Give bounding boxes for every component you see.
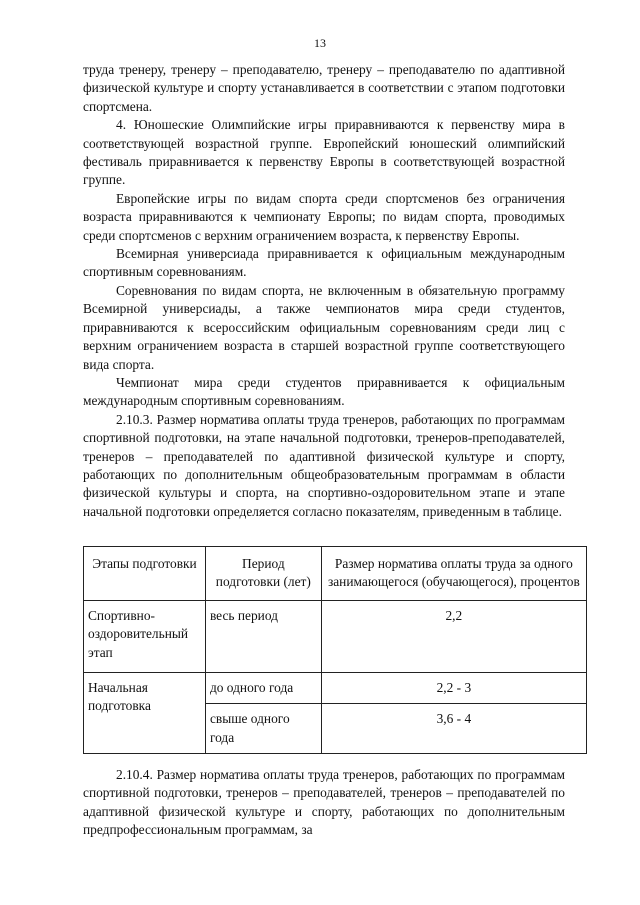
period-cell: весь период bbox=[205, 600, 321, 672]
paragraph: 4. Юношеские Олимпийские игры приравниваются к первенству мира в соответствующей возрастной группе. Европейский юношеский олимпийский фестиваль приравнивается к первенству Европы в соответствующей возрастной группе. bbox=[83, 117, 565, 188]
header-stage: Этапы подготовки bbox=[84, 547, 206, 601]
table-header-row bbox=[84, 547, 587, 601]
header-norm-size: Размер норматива оплаты труда за одного занимающегося (обучающегося), процентов bbox=[321, 547, 586, 601]
paragraph: Соревнования по видам спорта, не включенным в обязательную программу Всемирной универсиады, а также чемпионатов мира среди студентов, приравниваются к всероссийским официальным соревнованиям среди лиц с верхним ограничением возраста в старшей возрастной группе соответствующего вида спорта. bbox=[83, 282, 565, 372]
value-cell: 2,2 - 3 bbox=[321, 673, 586, 704]
paragraph: Чемпионат мира среди студентов приравнивается к официальным международным спортивным соревнованиям. bbox=[83, 374, 565, 409]
period-cell: до одного года bbox=[205, 673, 321, 704]
paragraph: 2.10.3. Размер норматива оплаты труда тренеров, работающих по программам спортивной подготовки, на этапе начальной подготовки, тренеров-преподавателей, тренеров – преподавателей по адаптивной физической культуре и спорту, работающих по дополнительным общеобразовательным программам в области физической культуры и спорта, на спортивно-оздоровительном этапе и этапе начальной подготовки определяется согласно показателям, приведенным в таблице. bbox=[83, 411, 565, 519]
header-period: Период подготовки (лет) bbox=[205, 547, 321, 601]
body-text-bottom bbox=[83, 766, 565, 840]
paragraph: Европейские игры по видам спорта среди спортсменов без ограничения возраста приравниваются к чемпионату Европы; по видам спорта, проводимых среди спортсменов с верхним ограничением возраста, к первенству Европы. bbox=[83, 190, 565, 243]
payment-norms-table bbox=[83, 546, 587, 754]
period-cell: свыше одного года bbox=[205, 704, 321, 754]
paragraph: 2.10.4. Размер норматива оплаты труда тренеров, работающих по программам спортивной подготовки, тренеров – преподавателей, тренеров – преподавателей по адаптивной физической культуре и спорту, работающих по дополнительным предпрофессиональным программам, за bbox=[83, 767, 565, 838]
stage-cell: Спортивно-оздоровительный этап bbox=[84, 600, 206, 672]
table-row bbox=[84, 673, 587, 704]
stage-cell: Начальная подготовка bbox=[84, 673, 206, 754]
page-number: 13 bbox=[314, 36, 326, 50]
body-text-top bbox=[83, 61, 565, 521]
value-cell: 2,2 bbox=[321, 600, 586, 672]
table-row bbox=[84, 600, 587, 672]
paragraph: Всемирная универсиада приравнивается к официальным международным спортивным соревнованиям. bbox=[83, 246, 565, 280]
value-cell: 3,6 - 4 bbox=[321, 704, 586, 754]
paragraph: труда тренеру, тренеру – преподавателю, тренеру – преподавателю по адаптивной физической культуре и спорту устанавливается в соответствии с этапом подготовки спортсмена. bbox=[83, 62, 565, 114]
